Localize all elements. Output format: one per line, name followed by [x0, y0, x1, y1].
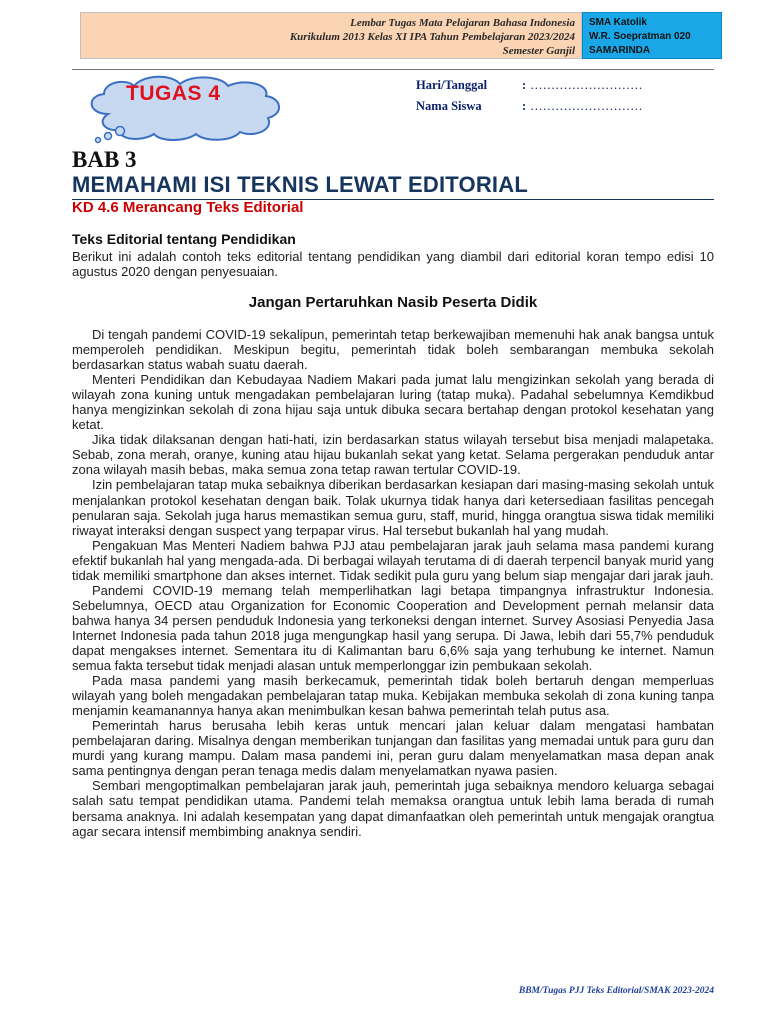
- date-label: Hari/Tanggal: [416, 78, 488, 92]
- page-title: MEMAHAMI ISI TEKNIS LEWAT EDITORIAL: [72, 172, 528, 197]
- header-line: Lembar Tugas Mata Pelajaran Bahasa Indonesia: [350, 17, 575, 29]
- school-line: SMA Katolik: [589, 17, 647, 28]
- header-info-box: [80, 12, 582, 59]
- article-paragraph: Pengakuan Mas Menteri Nadiem bahwa PJJ atau pembelajaran jarak jauh selama masa pandemi kurang efektif bukanlah hal yang mengada-ada. Di berbagai wilayah terutama di di daerah terpencil banyak murid yang tidak memiliki smartphone dan akses internet. Tidak sedikit pula guru yang belum siap mengajar dari jarak jauh.: [72, 537, 714, 583]
- article-paragraph: Pemerintah harus berusaha lebih keras untuk mencari jalan keluar dalam mengatasi hambatan pembelajaran daring. Misalnya dengan memberikan tunjangan dan fasilitas yang memadai untuk para guru dan murdi yang kurang mampu. Dalam masa pandemi ini, peran guru dalam menyelamatkan masa depan anak sama pentingnya dengan peran tenaga medis dalam menyelamatkan nyawa pasien.: [72, 718, 714, 779]
- article-title: Jangan Pertaruhkan Nasib Peserta Didik: [248, 294, 538, 311]
- date-colon: :: [522, 78, 527, 92]
- name-colon: :: [522, 99, 527, 113]
- school-line: SAMARINDA: [589, 45, 651, 56]
- article-paragraph: Pandemi COVID-19 memang telah memperlihatkan lagi betapa timpangnya infrastruktur Indonesia. Sebelumnya, OECD atau Organization for Economic Cooperation and Development pernah melansir data bahwa hanya 34 persen penduduk Indonesia yang terkoneksi dengan internet. Survey Asosiasi Penyedia Jasa Internet Indonesia pada tahun 2018 juga mengungkap hasil yang serupa. Di Jawa, lebih dari 55,7% penduduk dapat mengakses internet. Sementara itu di Kalimantan baru 6,6% saja yang terhubung ke internet. Namun semua fakta tersebut tidak menjadi alasan untuk memperlonggar izin pembukaan sekolah.: [72, 582, 714, 674]
- task-label: TUGAS 4: [126, 82, 221, 105]
- article-body: [72, 327, 714, 839]
- name-label: Nama Siswa: [416, 99, 482, 113]
- header-line: Semester Ganjil: [502, 45, 575, 57]
- date-field[interactable]: [416, 78, 643, 93]
- name-blank[interactable]: ………………………: [530, 99, 643, 113]
- header-divider: [72, 69, 714, 70]
- article-paragraph: Jika tidak dilaksanan dengan hati-hati, izin berdasarkan status wilayah tersebut bisa menjadi malapetaka. Sebab, zona merah, oranye, kuning atau hijau bukanlah sekat yang ketat. Selama pergerakan penduduk antar zona wilayah masih bebas, maka semua zona tetap rawan tertular COVID-19.: [72, 432, 714, 478]
- article-paragraph: Pada masa pandemi yang masih berkecamuk, pemerintah tidak boleh bertaruh dengan memperluas wilayah yang boleh mengadakan pembelajaran tatap muka. Kebijakan membuka sekolah di zona kuning tanpa menjamin keamanannya hanya akan menimbulkan kesan bahwa pemerintah telah putus asa.: [72, 673, 714, 719]
- date-blank[interactable]: ………………………: [530, 78, 643, 92]
- intro-text: Berikut ini adalah contoh teks editorial tentang pendidikan yang diambil dari editorial koran tempo edisi 10 agustus 2020 dengan penyesuaian.: [72, 249, 714, 280]
- page-footer: BBM/Tugas PJJ Teks Editorial/SMAK 2023-2024: [518, 986, 714, 996]
- section-title: Teks Editorial tentang Pendidikan: [72, 231, 296, 247]
- competency-heading: KD 4.6 Merancang Teks Editorial: [72, 199, 304, 216]
- header-line: Kurikulum 2013 Kelas XI IPA Tahun Pembelajaran 2023/2024: [289, 31, 575, 43]
- school-box: [582, 12, 722, 59]
- article-paragraph: Izin pembelajaran tatap muka sebaiknya diberikan berdasarkan kesiapan dari masing-masing sekolah untuk menjalankan protokol kesehatan dengan baik. Tolak ukurnya tidak hanya dari ketersediaan fasilitas pencegah penularan saja. Sekolah juga harus memastikan semua guru, staff, murid, hingga orangtua siswa tidak memiliki riwayat interaksi dengan suspect yang terpapar virus. Hal tersebut bukanlah hal yang mudah.: [72, 477, 714, 538]
- article-paragraph: Menteri Pendidikan dan Kebudayaa Nadiem Makari pada jumat lalu mengizinkan sekolah yang berada di wilayah zona kuning untuk mengadakan pembelajaran luring (tatap muka). Padahal sebelumnya Kemdikbud hanya mengizinkan sekolah di zona hijau saja untuk dibuka secara bertahap dengan protokol kesehatan yang ketat.: [72, 372, 714, 433]
- chapter-heading: BAB 3: [72, 147, 137, 172]
- name-field[interactable]: [416, 99, 643, 114]
- school-line: W.R. Soepratman 020: [589, 31, 691, 42]
- article-paragraph: Sembari mengoptimalkan pembelajaran jarak jauh, pemerintah juga sebaiknya mendoro keluarga sebagai salah satu tempat pendidikan utama. Pandemi telah memaksa orangtua untuk lebih lama berada di rumah bersama anaknya. Ini adalah kesempatan yang dapat dimanfaatkan oleh pemerintah untuk mengajak orangtua agar secara intensif membimbing anaknya sendiri.: [72, 778, 714, 839]
- article-paragraph: Di tengah pandemi COVID-19 sekalipun, pemerintah tetap berkewajiban memenuhi hak anak bangsa untuk memperoleh pendidikan. Meskipun begitu, pemerintah tidak boleh sembarangan membuka sekolah berdasarkan status wabah suatu daerah.: [72, 327, 714, 373]
